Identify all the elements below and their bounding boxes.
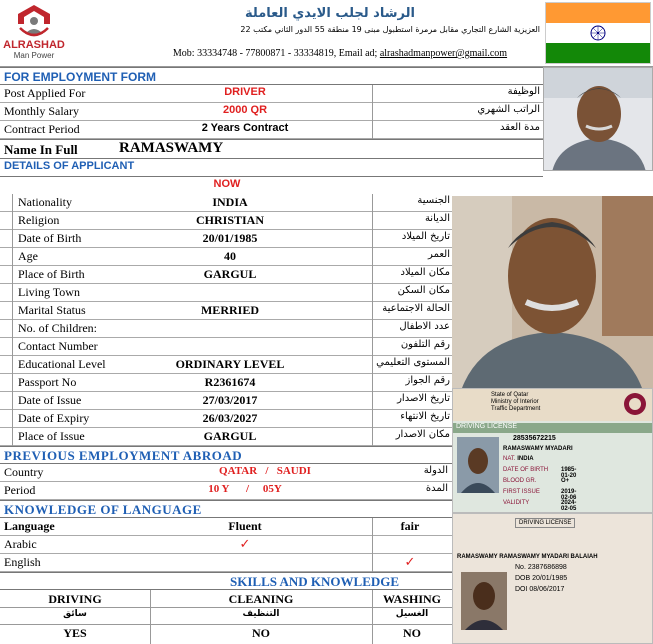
detail-label-ar: رقم التلفون	[400, 339, 450, 350]
license-title: DRIVING LICENSE	[453, 423, 653, 433]
detail-label-ar: العمر	[428, 249, 450, 260]
country-label-ar: الدولة	[423, 465, 448, 476]
employment-label: Monthly Salary	[4, 104, 79, 118]
license-number: 28535672215	[513, 435, 556, 442]
detail-label: Passport No	[18, 375, 77, 389]
skills-section-title: SKILLS AND KNOWLEDGE	[230, 574, 400, 589]
language-header-row	[0, 518, 452, 536]
details-divider	[372, 194, 373, 446]
license-nat: INDIA	[517, 456, 534, 462]
employment-value: 2 Years Contract	[201, 122, 289, 134]
detail-label-ar: مكان السكن	[397, 285, 450, 296]
detail-label-ar: مكان الاصدار	[395, 429, 450, 440]
detail-value: R2361674	[204, 375, 256, 389]
detail-label: Educational Level	[18, 357, 106, 371]
skill-value: YES	[63, 626, 87, 640]
country-separator: /	[265, 465, 269, 477]
detail-label-ar: عدد الاطفال	[399, 321, 450, 332]
license-dept: Traffic Department	[491, 406, 541, 412]
detail-label: Nationality	[18, 195, 72, 209]
detail-row	[0, 356, 452, 374]
employment-label: Post Applied For	[4, 86, 86, 100]
company-logo	[2, 2, 66, 64]
skill-name-ar: التنظيف	[242, 609, 280, 619]
employment-label-ar: الوظيفة	[507, 86, 540, 97]
fluent-col-header: Fluent	[228, 519, 262, 533]
skills-section-header	[0, 572, 452, 590]
detail-row	[0, 194, 452, 212]
detail-label-ar: تاريخ الميلاد	[401, 231, 450, 242]
skills-divider	[150, 590, 151, 644]
period-label-ar: المدة	[425, 483, 448, 494]
card-dob: DOB 20/01/1985	[515, 575, 568, 582]
name-label: Name In Full	[4, 142, 78, 157]
detail-label: Marital Status	[18, 303, 86, 317]
card-fullname: RAMASWAMY RAMASWAMY MYADARI BALAIAH	[457, 554, 598, 560]
logo-subtitle: Man Power	[13, 51, 55, 60]
detail-row	[0, 338, 452, 356]
logo-name: ALRASHAD	[3, 39, 65, 51]
country-1: QATAR	[219, 465, 258, 477]
detail-row	[0, 320, 452, 338]
previous-period-row	[0, 482, 452, 500]
fair-col-header: fair	[400, 519, 420, 533]
license-face-icon	[457, 437, 499, 493]
details-left-border	[12, 194, 13, 446]
license-issue-label: FIRST ISSUE	[503, 489, 540, 495]
card-number: No. 2387686898	[515, 564, 567, 571]
detail-label: Place of Issue	[18, 429, 85, 443]
detail-value: 40	[224, 249, 236, 263]
india-flag	[545, 2, 651, 64]
employment-section-title: FOR EMPLOYMENT FORM	[4, 70, 156, 84]
skills-row-line	[0, 624, 452, 625]
portrait-photo-icon	[544, 68, 653, 171]
employment-label-ar: الراتب الشهري	[477, 104, 540, 115]
employment-row	[0, 85, 543, 103]
detail-label-ar: رقم الجواز	[405, 375, 450, 386]
qatar-emblem-icon	[623, 392, 647, 416]
period-1: 10 Y	[208, 483, 230, 495]
applicant-selfie-icon	[452, 196, 653, 388]
license-validity-label: VALIDITY	[503, 500, 530, 506]
license-blood: O+	[561, 478, 570, 484]
detail-label: Living Town	[18, 285, 80, 299]
fair-check-icon: ✓	[404, 555, 416, 570]
detail-row	[0, 410, 452, 428]
applicant-section-header	[0, 159, 543, 177]
detail-label-ar: تاريخ الاصدار	[397, 393, 450, 404]
name-value: RAMASWAMY	[119, 140, 224, 156]
detail-value: 27/03/2017	[202, 393, 258, 407]
license-dob: 1985-01-20	[561, 467, 577, 479]
detail-label-ar: الديانة	[424, 213, 450, 224]
employment-divider	[372, 85, 373, 139]
detail-label: Date of Issue	[18, 393, 82, 407]
detail-value: ORDINARY LEVEL	[175, 357, 285, 371]
ashoka-chakra-icon	[588, 23, 608, 43]
license-photo	[457, 437, 499, 493]
detail-label: Age	[18, 249, 38, 263]
status-row	[0, 177, 452, 194]
detail-value: CHRISTIAN	[195, 213, 264, 227]
detail-row	[0, 374, 452, 392]
indian-license-card	[452, 513, 653, 644]
skill-value: NO	[252, 626, 270, 640]
applicant-section-title: DETAILS OF APPLICANT	[4, 160, 135, 172]
period-separator: /	[246, 483, 250, 495]
detail-value: MERRIED	[200, 303, 259, 317]
language-section-title: KNOWLEDGE OF LANGUAGE	[4, 502, 202, 517]
period-2: 05Y	[262, 483, 282, 495]
detail-label-ar: مكان الميلاد	[400, 267, 450, 278]
detail-label: Contact Number	[18, 339, 98, 353]
license-holder-name: RAMASWAMY MYADARI	[503, 446, 573, 452]
employment-row	[0, 121, 543, 139]
detail-row	[0, 230, 452, 248]
detail-row	[0, 428, 452, 446]
skill-name: CLEANING	[228, 592, 294, 606]
license-ministry: Ministry of Interior	[491, 399, 539, 405]
detail-row	[0, 248, 452, 266]
period-label: Period	[4, 483, 36, 497]
detail-row	[0, 266, 452, 284]
detail-label: Date of Expiry	[18, 411, 90, 425]
skill-name: DRIVING	[48, 592, 102, 606]
detail-value: 20/01/1985	[202, 231, 258, 245]
detail-label: No. of Children:	[18, 321, 97, 335]
detail-value: 26/03/2027	[202, 411, 258, 425]
previous-country-row	[0, 464, 452, 482]
detail-row	[0, 284, 452, 302]
detail-label-ar: الحالة الاجتماعية	[382, 303, 450, 314]
license-issue: 2019-02-06	[561, 489, 577, 501]
license-nat-label: NAT.	[503, 456, 516, 462]
language-section-header	[0, 500, 452, 518]
logo-emblem-icon	[14, 2, 54, 40]
detail-label-ar: تاريخ الانتهاء	[400, 411, 450, 422]
detail-row	[0, 302, 452, 320]
detail-row	[0, 392, 452, 410]
detail-label-ar: المستوى التعليمي	[376, 357, 450, 368]
applicant-portrait	[543, 67, 653, 171]
skill-name-ar: الغسيل	[395, 609, 429, 619]
language-row	[0, 554, 452, 572]
skills-row-line	[0, 607, 452, 608]
detail-row	[0, 212, 452, 230]
card-photo	[461, 572, 507, 630]
previous-section-header	[0, 446, 452, 464]
detail-value: GARGUL	[203, 429, 257, 443]
detail-value: GARGUL	[203, 267, 257, 281]
detail-value: INDIA	[212, 195, 248, 209]
country-label: Country	[4, 465, 44, 479]
period-values	[190, 483, 300, 495]
employment-label-ar: مدة العقد	[500, 122, 540, 133]
detail-label: Religion	[18, 213, 60, 227]
license-country: State of Qatar	[491, 392, 529, 398]
employment-label: Contract Period	[4, 122, 80, 136]
detail-label-ar: الجنسية	[417, 195, 450, 206]
card-face-icon	[461, 572, 507, 630]
name-row	[0, 139, 543, 159]
detail-label: Place of Birth	[18, 267, 85, 281]
card-title: DRIVING LICENSE	[515, 518, 575, 528]
previous-section-title: PREVIOUS EMPLOYMENT ABROAD	[4, 448, 243, 463]
skill-value: NO	[403, 626, 421, 640]
language-col-header: Language	[4, 519, 55, 533]
contact-email-link[interactable]: alrashadmanpower@gmail.com	[379, 48, 508, 59]
skill-name-ar: سائق	[63, 609, 87, 619]
language-name: Arabic	[4, 537, 37, 551]
language-divider	[372, 518, 373, 572]
status-now: NOW	[213, 178, 241, 190]
license-validity: 2024-02-05	[561, 500, 577, 512]
employment-value: 2000 QR	[222, 104, 268, 116]
applicant-photo	[452, 196, 653, 388]
language-name: English	[4, 555, 41, 569]
qatar-driving-license	[452, 388, 653, 513]
detail-label: Date of Birth	[18, 231, 82, 245]
contact-phones: Mob: 33334748 - 77800871 - 33334819, Email ad;	[172, 48, 380, 59]
employment-value: DRIVER	[224, 86, 266, 98]
company-name-arabic: الرشاد لجلب الايدي العاملة	[245, 6, 415, 21]
card-doi: DOI 08/06/2017	[515, 586, 565, 593]
language-row	[0, 536, 452, 554]
license-dob-label: DATE OF BIRTH	[503, 467, 549, 473]
fluent-check-icon: ✓	[239, 537, 251, 552]
company-address-arabic: العزيزية الشارع التجاري مقابل مرمرة استطبول مبنى 19 منطقة 55 الدور الثاني مكتب 22	[240, 25, 540, 34]
country-2: SAUDI	[276, 465, 311, 477]
skills-divider	[372, 590, 373, 644]
country-values	[190, 465, 340, 477]
skill-name: WASHING	[382, 592, 441, 606]
contact-line	[130, 48, 550, 59]
license-blood-label: BLOOD GR.	[503, 478, 537, 484]
employment-row	[0, 103, 543, 121]
letterhead	[0, 0, 653, 67]
